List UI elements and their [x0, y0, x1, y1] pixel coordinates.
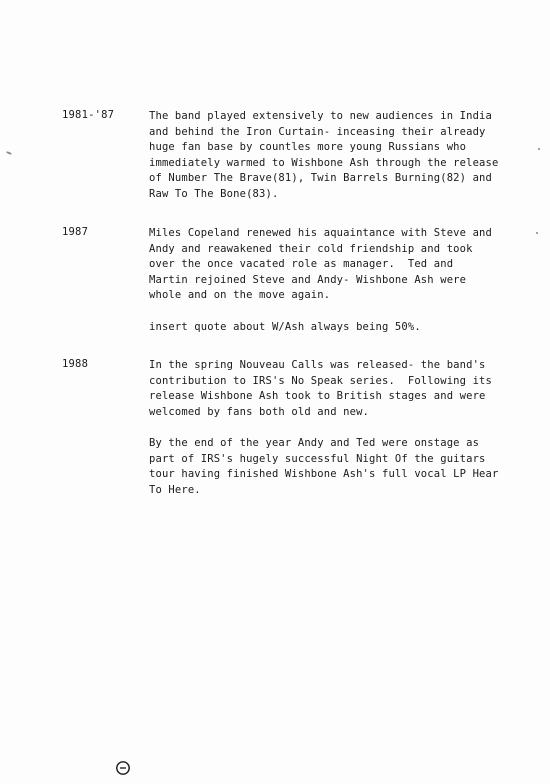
entry-paragraph: Miles Copeland renewed his aquaintance with Steve and Andy and reawakened their cold friendship and took over the once vacated role as manager. Ted and Martin rejoined Steve and Andy- Wishbone Ash were whole and on the move again. [149, 227, 492, 301]
scan-speck [538, 148, 540, 150]
entry-paragraph: insert quote about W/Ash always being 50%. [149, 320, 421, 333]
entry-year: 1987 [62, 226, 89, 238]
entry-year: 1981-'87 [62, 109, 115, 121]
entry-body [149, 358, 529, 498]
scan-speck [6, 151, 12, 155]
entry-paragraph: In the spring Nouveau Calls was released- the band's contribution to IRS's No Speak series. Following its release Wishbone Ash took to British stages and were welcomed by fans both old and new. [149, 359, 492, 418]
scan-speck [536, 232, 538, 234]
entry-paragraph: The band played extensively to new audiences in India and behind the Iron Curtain- inceasing their already huge fan base by countles more young Russians who immediately warmed to Wishbone Ash through the release of Number The Brave(81), Twin Barrels Burning(82) and Raw To The Bone(83). [149, 110, 499, 200]
page-number-mark-icon [115, 760, 131, 776]
entry-body [149, 109, 529, 202]
entry-year: 1988 [62, 358, 89, 370]
entry-paragraph: By the end of the year Andy and Ted were onstage as part of IRS's hugely successful Night Of the guitars tour having finished Wishbone Ash's full vocal LP Hear To Here. [149, 437, 499, 496]
entry-body [149, 226, 529, 335]
